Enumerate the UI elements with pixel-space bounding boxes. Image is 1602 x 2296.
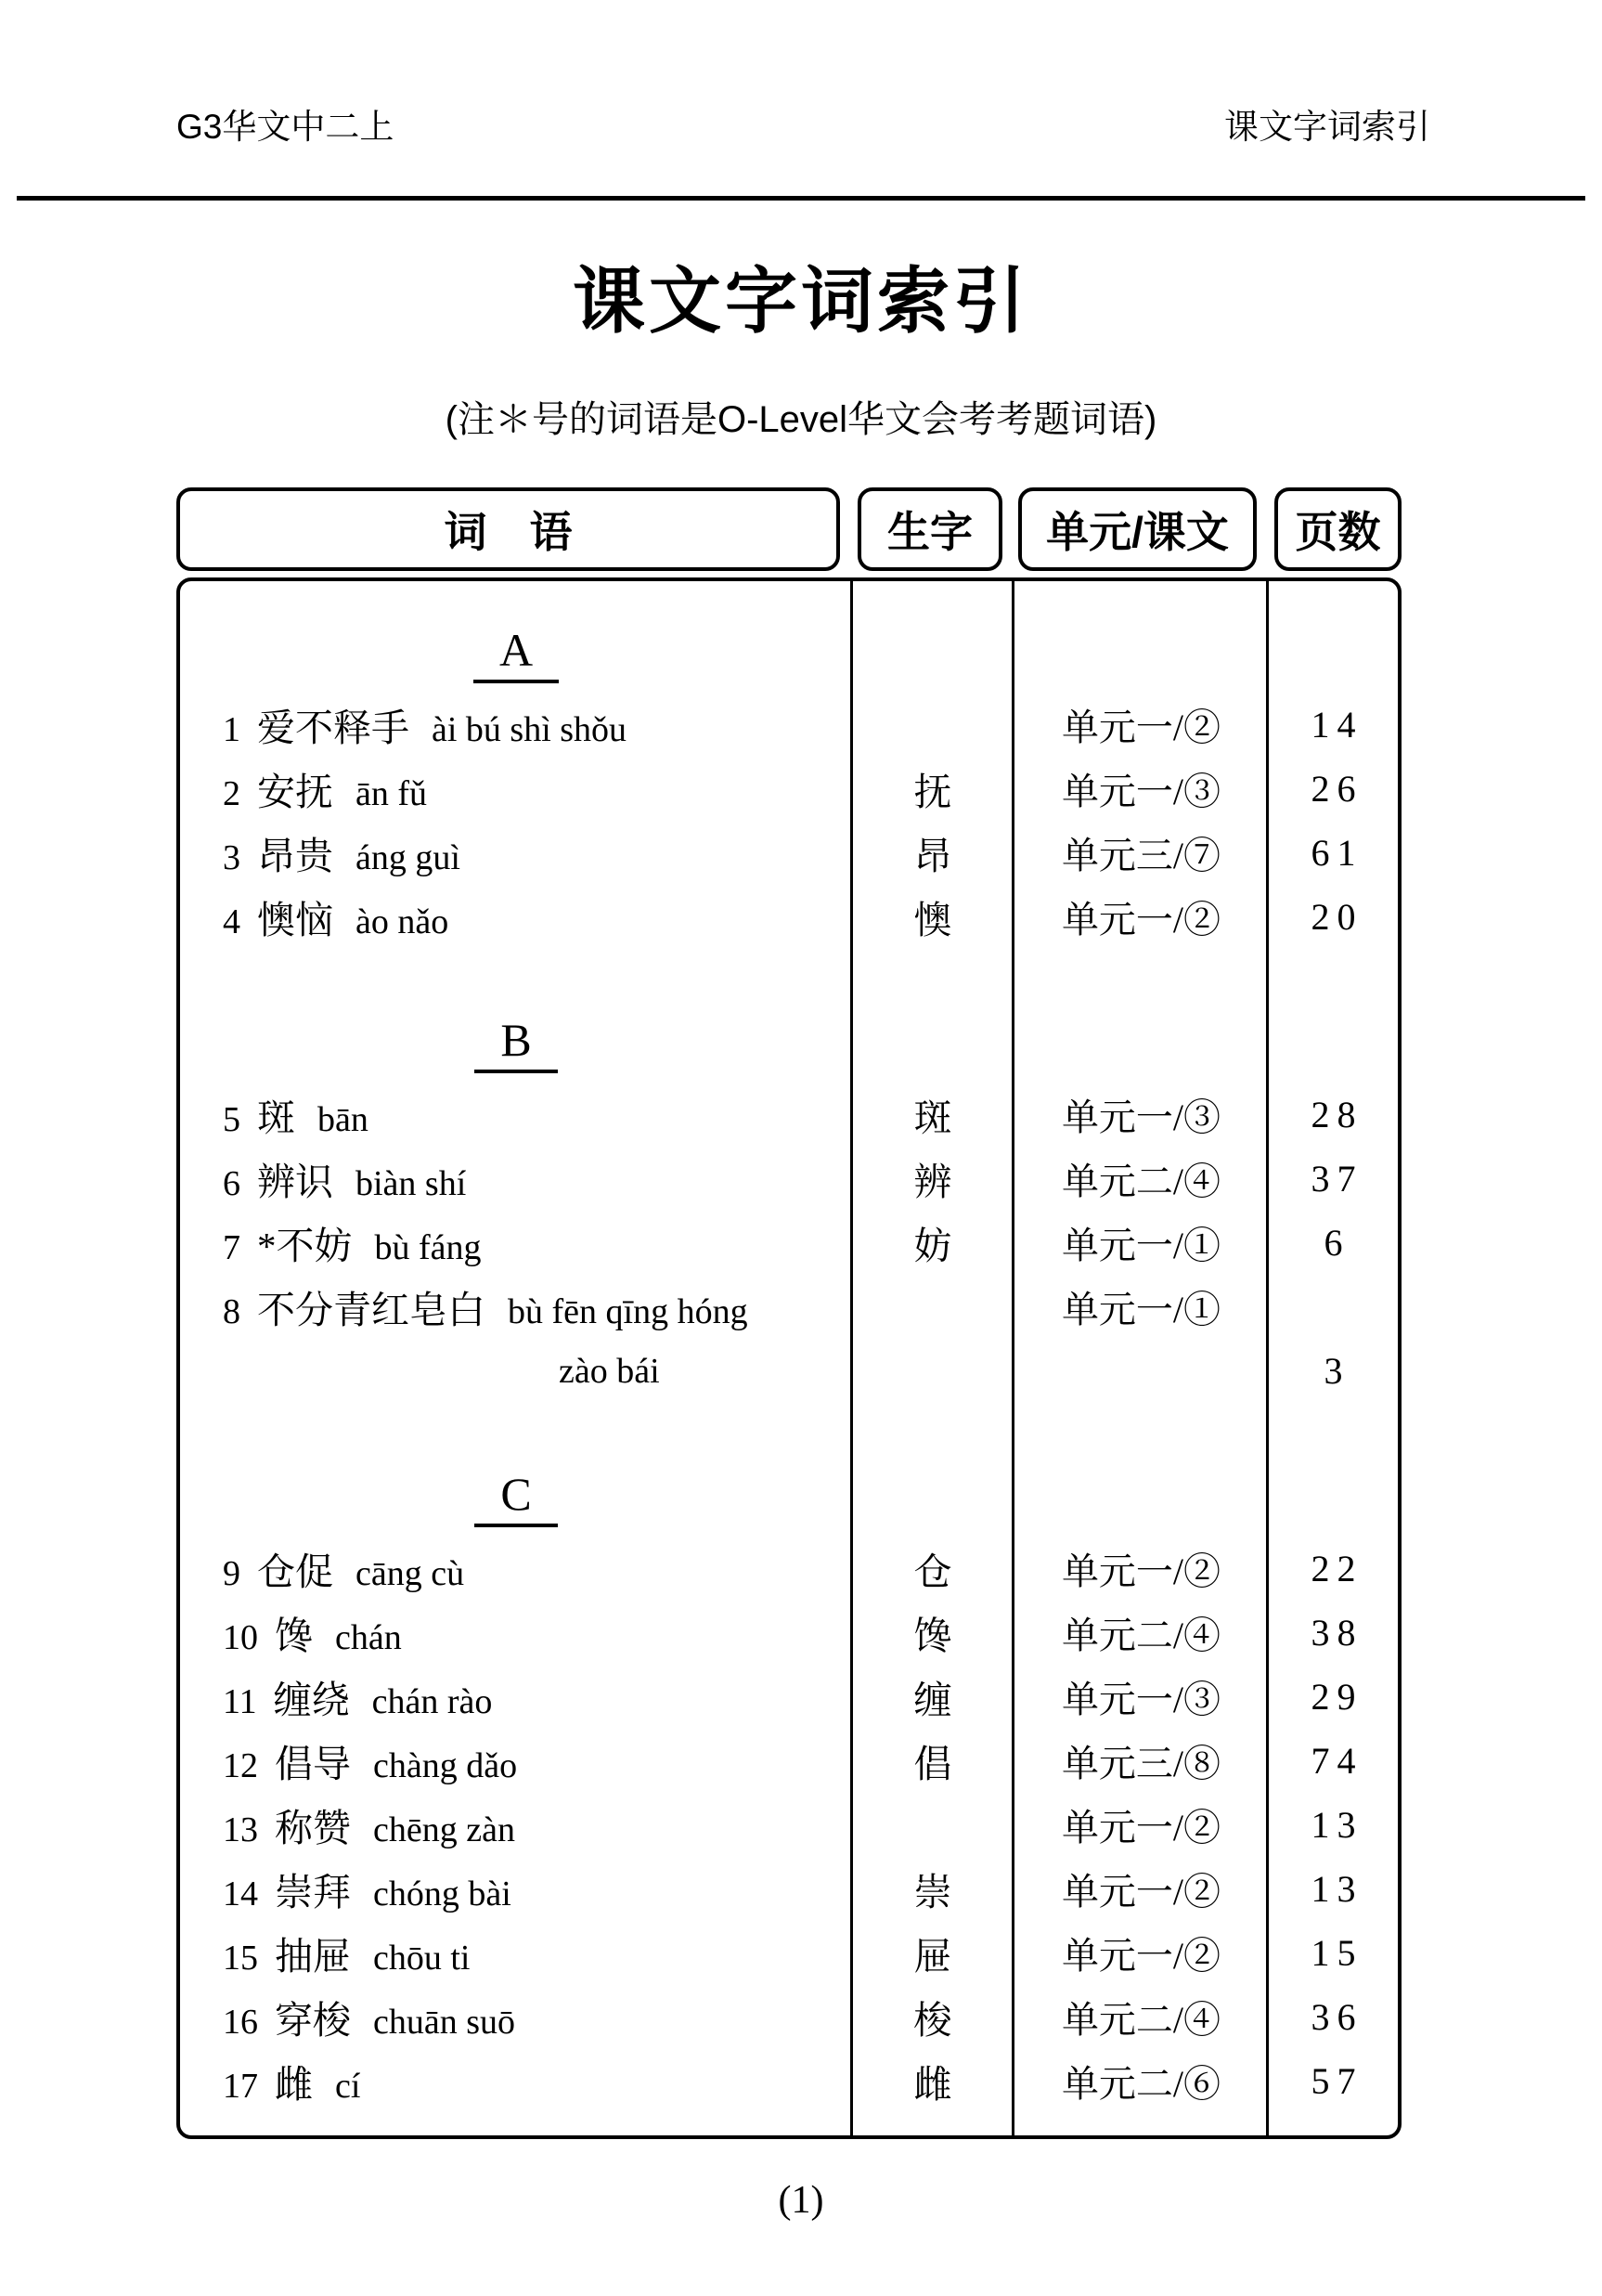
- subtitle-note: (注＊号的词语是O-Level华文会考考题词语): [445, 399, 1157, 441]
- table-row: [180, 1793, 1398, 1857]
- page-cell: 22: [1311, 1548, 1363, 1590]
- word-cell: [180, 2054, 852, 2108]
- entry-pinyin: biàn shí: [355, 1164, 467, 1204]
- entry-number: 7: [223, 1228, 240, 1268]
- newchar-cell: 辨: [913, 1161, 952, 1204]
- word-cell: [180, 697, 852, 752]
- entry-pinyin: chán: [335, 1618, 402, 1658]
- newchar-cell: 屉: [913, 1935, 952, 1978]
- table-row: [180, 1921, 1398, 1985]
- page-cell: 37: [1311, 1158, 1363, 1200]
- newchar-cell: 崇: [913, 1871, 952, 1914]
- page-cell: 29: [1311, 1676, 1363, 1719]
- word-cell: [180, 1541, 852, 1596]
- table-row: [180, 1601, 1398, 1665]
- entry-word: 昂贵: [257, 835, 333, 878]
- entry-number: 6: [223, 1164, 240, 1204]
- word-cell: [180, 1215, 852, 1270]
- entry-number: 17: [223, 2067, 258, 2107]
- newchar-cell: 雌: [913, 2063, 952, 2107]
- word-cell: [180, 1351, 852, 1392]
- header-rule: [17, 196, 1585, 201]
- word-cell: [180, 825, 852, 880]
- entry-pinyin: zào bái: [559, 1351, 660, 1391]
- word-cell: [180, 1861, 852, 1916]
- table-row: [180, 693, 1398, 757]
- unit-cell: 单元一/②: [1061, 1807, 1221, 1849]
- entry-number: 3: [223, 838, 240, 878]
- column-header-unit: 单元/课文: [1018, 487, 1257, 571]
- word-cell: [180, 1605, 852, 1660]
- unit-cell: 单元一/③: [1061, 771, 1221, 813]
- entry-number: 10: [223, 1618, 258, 1658]
- page-cell: 6: [1324, 1222, 1350, 1265]
- entry-pinyin: chōu ti: [373, 1939, 471, 1978]
- table-row: [180, 1083, 1398, 1147]
- newchar-cell: 倡: [913, 1743, 952, 1786]
- entry-pinyin: chēng zàn: [373, 1810, 515, 1850]
- word-cell: [180, 1279, 852, 1334]
- header-left-text: G3华文中二上: [176, 108, 394, 146]
- column-header-newchar: 生字: [858, 487, 1002, 571]
- column-header-word: 词 语: [176, 487, 840, 571]
- table-row: [180, 1537, 1398, 1601]
- entry-pinyin: chuān suō: [373, 2003, 516, 2043]
- entry-word: 爱不释手: [257, 707, 409, 750]
- unit-cell: 单元二/④: [1061, 1615, 1221, 1657]
- column-divider: [850, 581, 853, 2135]
- unit-cell: 单元一/②: [1061, 707, 1221, 749]
- header-right-text: 课文字词索引: [1224, 108, 1430, 146]
- entry-number: 12: [223, 1746, 258, 1786]
- unit-cell: 单元一/②: [1061, 1935, 1221, 1978]
- page-cell: 20: [1311, 896, 1363, 939]
- table-row: [180, 1275, 1398, 1339]
- entry-number: 2: [223, 774, 240, 814]
- table-row: [180, 885, 1398, 949]
- index-table: [176, 487, 1402, 2139]
- unit-cell: 单元一/③: [1061, 1679, 1221, 1721]
- entry-pinyin: chàng dǎo: [373, 1746, 518, 1786]
- word-cell: [180, 1669, 852, 1724]
- section-letter-b: [180, 1006, 852, 1073]
- entry-number: 5: [223, 1100, 240, 1140]
- unit-cell: 单元二/⑥: [1061, 2063, 1221, 2106]
- entry-word: 抽屉: [275, 1935, 351, 1978]
- entry-word: 仓促: [257, 1550, 333, 1594]
- column-header-page: 页数: [1274, 487, 1402, 571]
- table-row: [180, 1729, 1398, 1793]
- unit-cell: 单元二/④: [1061, 1999, 1221, 2042]
- newchar-cell: 馋: [913, 1615, 952, 1658]
- unit-cell: 单元一/③: [1061, 1096, 1221, 1139]
- entry-word: *不妨: [257, 1225, 353, 1268]
- table-body: [176, 577, 1402, 2139]
- word-cell: [180, 1151, 852, 1206]
- newchar-cell: 昂: [913, 835, 952, 878]
- table-row: [180, 1147, 1398, 1211]
- entry-number: 16: [223, 2003, 258, 2043]
- table-row: [180, 1339, 1398, 1403]
- page-title: 课文字词索引: [572, 260, 1029, 343]
- word-cell: [180, 889, 852, 944]
- entry-word: 称赞: [275, 1807, 351, 1850]
- unit-cell: 单元一/②: [1061, 1871, 1221, 1913]
- newchar-cell: 妨: [913, 1225, 952, 1268]
- entry-word: 雌: [275, 2063, 313, 2107]
- word-cell: [180, 1926, 852, 1980]
- word-cell: [180, 1990, 852, 2044]
- entry-word: 安抚: [257, 771, 333, 814]
- section-letter-label: B: [474, 1015, 557, 1073]
- word-cell: [180, 761, 852, 816]
- newchar-cell: 梭: [913, 1999, 952, 2043]
- page-cell: 74: [1311, 1740, 1363, 1783]
- column-divider: [1266, 581, 1269, 2135]
- table-row: [180, 2049, 1398, 2113]
- page-cell: 13: [1311, 1804, 1363, 1847]
- unit-cell: 单元一/①: [1061, 1289, 1221, 1331]
- newchar-cell: 懊: [913, 899, 952, 942]
- entry-word: 不分青红皂白: [257, 1289, 485, 1332]
- entry-pinyin: ài bú shì shǒu: [432, 710, 627, 750]
- newchar-cell: 仓: [913, 1550, 952, 1594]
- page-cell: 28: [1311, 1094, 1363, 1136]
- section-letter-c: [180, 1460, 852, 1527]
- entry-number: 15: [223, 1939, 258, 1978]
- page-cell: 15: [1311, 1932, 1363, 1975]
- unit-cell: 单元一/②: [1061, 1550, 1221, 1593]
- newchar-cell: 缠: [913, 1679, 952, 1722]
- entry-number: 8: [223, 1292, 240, 1332]
- page-cell: 26: [1311, 768, 1363, 811]
- unit-cell: 单元二/④: [1061, 1161, 1221, 1203]
- entry-number: 4: [223, 902, 240, 942]
- entry-pinyin: chóng bài: [373, 1874, 511, 1914]
- entry-word: 崇拜: [275, 1871, 351, 1914]
- table-row: [180, 1857, 1398, 1921]
- section-letter-a: [180, 616, 852, 683]
- page-cell: 13: [1311, 1868, 1363, 1911]
- entry-number: 1: [223, 710, 240, 750]
- page-cell: 36: [1311, 1996, 1363, 2039]
- table-row: [180, 1211, 1398, 1275]
- entry-pinyin: chán rào: [371, 1682, 493, 1722]
- page-cell: 57: [1311, 2060, 1363, 2103]
- entry-word: 倡导: [275, 1743, 351, 1786]
- entry-pinyin: bù fáng: [374, 1228, 482, 1268]
- unit-cell: 单元一/①: [1061, 1225, 1221, 1267]
- word-cell: [180, 1797, 852, 1852]
- entry-pinyin: cí: [335, 2067, 361, 2107]
- word-cell: [180, 1087, 852, 1142]
- entry-pinyin: cāng cù: [355, 1554, 465, 1594]
- entry-pinyin: bù fēn qīng hóng: [508, 1292, 748, 1332]
- page-cell: 61: [1311, 832, 1363, 875]
- newchar-cell: 斑: [913, 1096, 952, 1140]
- unit-cell: 单元三/⑧: [1061, 1743, 1221, 1785]
- table-row: [180, 1985, 1398, 2049]
- entry-word: 懊恼: [257, 899, 333, 942]
- entry-pinyin: bān: [317, 1100, 368, 1140]
- entry-word: 穿梭: [275, 1999, 351, 2043]
- page-header: [0, 0, 1602, 148]
- table-row: [180, 757, 1398, 821]
- page-number: (1): [778, 2179, 824, 2223]
- newchar-cell: 抚: [913, 771, 952, 814]
- entry-pinyin: ān fǔ: [355, 774, 428, 814]
- entry-word: 辨识: [257, 1161, 333, 1204]
- unit-cell: 单元一/②: [1061, 899, 1221, 941]
- page-cell: 3: [1324, 1350, 1350, 1393]
- word-cell: [180, 1733, 852, 1788]
- entry-pinyin: áng guì: [355, 838, 460, 878]
- page-cell: 38: [1311, 1612, 1363, 1654]
- table-row: [180, 1665, 1398, 1729]
- entry-word: 斑: [257, 1096, 295, 1140]
- entry-number: 9: [223, 1554, 240, 1594]
- entry-pinyin: ào nǎo: [355, 902, 449, 942]
- table-row: [180, 821, 1398, 885]
- entry-number: 14: [223, 1874, 258, 1914]
- entry-word: 缠绕: [273, 1679, 350, 1722]
- section-letter-label: C: [474, 1469, 557, 1527]
- section-letter-label: A: [473, 625, 559, 683]
- unit-cell: 单元三/⑦: [1061, 835, 1221, 877]
- column-divider: [1012, 581, 1014, 2135]
- entry-word: 馋: [275, 1615, 313, 1658]
- page-cell: 14: [1311, 704, 1363, 746]
- entry-number: 11: [223, 1682, 257, 1722]
- entry-number: 13: [223, 1810, 258, 1850]
- table-header-row: [176, 487, 1402, 571]
